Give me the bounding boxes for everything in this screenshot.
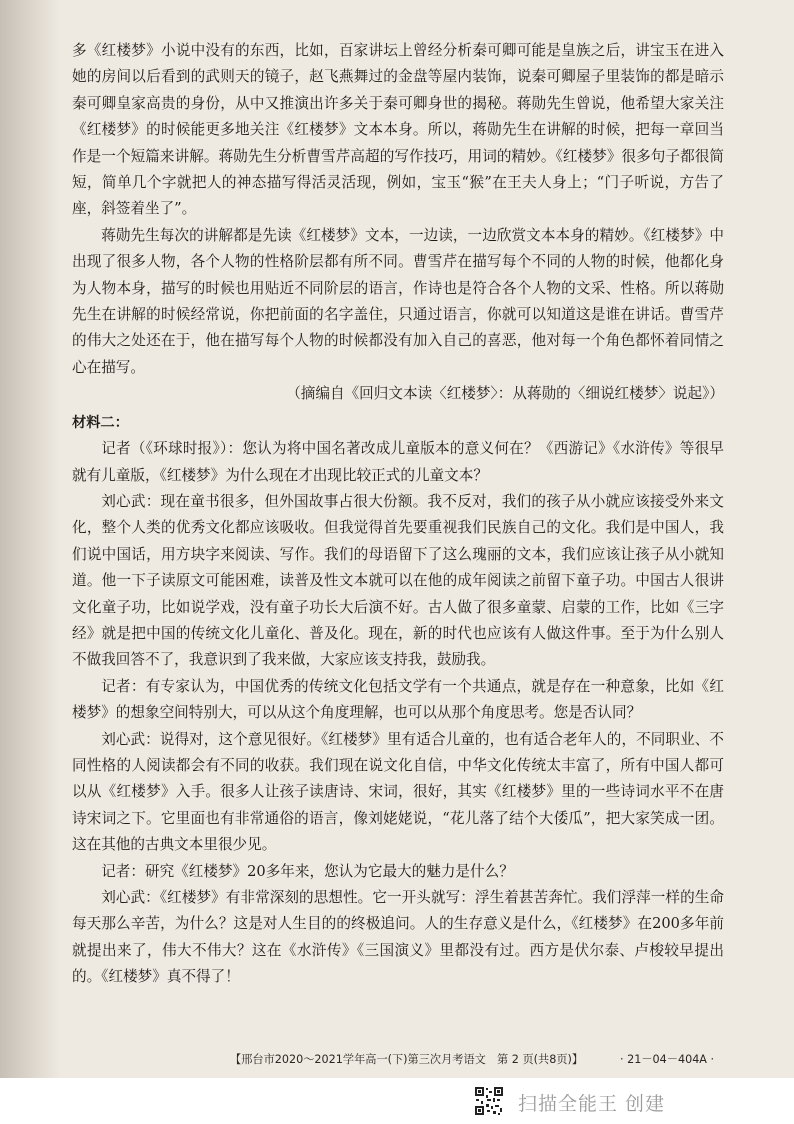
document-body [72,38,724,991]
interview-paragraph-1: 记者（《环球时报》）：您认为将中国名著改成儿童版本的意义何在？《西游记》《水浒传》等很早就有儿童版，《红楼梦》为什么现在才出现比较正式的儿童文本？ [72,440,724,484]
material1-source: （摘编自《回归文本读〈红楼梦〉：从蒋勋的〈细说红楼梦〉说起》） [286,385,724,403]
material2-heading: 材料二： [72,414,129,431]
footer-exam-info: 【邢台市2020～2021学年高一(下)第三次月考语文 第 2 页(共8页)】 [230,1053,584,1066]
interview-paragraph-5: 记者：研究《红楼梦》20多年来，您认为它最大的魅力是什么？ [101,862,514,880]
scan-shadow [0,0,60,1124]
interview-paragraph-3: 记者：有专家认为，中国优秀的传统文化包括文学有一个共通点，就是存在一种意象，比如《红楼梦》的想象空间特别大，可以从这个角度理解，也可以从那个角度思考。您是否认同？ [72,677,724,722]
material1-paragraph-1: 多《红楼梦》小说中没有的东西，比如，百家讲坛上曾经分析秦可卿可能是皇族之后，讲宝玉在进入她的房间以后看到的武则天的镜子，赵飞燕舞过的金盘等屋内装饰，说秦可卿屋子里装饰的都是暗示秦可卿皇家高贵的身份，从中又推演出许多关于秦可卿身世的揭秘。蒋勋先生曾说，他希望大家关注《红楼梦》的时候能更多地关注《红楼梦》文本本身。所以，蒋勋先生在讲解的时候，把每一章回当作是一个短篇来讲解。蒋勋先生分析曹雪芹高超的写作技巧，用词的精妙。《红楼梦》很多句子都很简短，简单几个字就把人的神态描写得活灵活现，例如，宝玉“猴”在王夫人身上；“门子听说，方告了座，斜签着坐了”。 [72,42,724,218]
interview-paragraph-2: 刘心武：现在童书很多，但外国故事占很大份额。我不反对，我们的孩子从小就应该接受外来文化，整个人类的优秀文化都应该吸收。但我觉得首先要重视我们民族自己的文化。我们是中国人，我们说中国话，用方块字来阅读、写作。我们的母语留下了这么瑰丽的文本，我们应该让孩子从小就知道。他一下子读原文可能困难，读普及性文本就可以在他的成年阅读之前留下童子功。中国古人很讲文化童子功，比如说学戏，没有童子功长大后演不好。古人做了很多童蒙、启蒙的工作，比如《三字经》就是把中国的传统文化儿童化、普及化。现在，新的时代也应该有人做这件事。至于为什么别人不做我回答不了，我意识到了我来做，大家应该支持我，鼓励我。 [72,492,724,669]
qr-code-icon [474,1086,504,1116]
interview-paragraph-4: 刘心武：说得对，这个意见很好。《红楼梦》里有适合儿童的，也有适合老年人的，不同职业、不同性格的人阅读都会有不同的收获。我们现在说文化自信，中华文化传统太丰富了，所有中国人都可以从《红楼梦》入手。很多人让孩子读唐诗、宋词，很好，其实《红楼梦》里的一些诗词水平不在唐诗宋词之下。它里面也有非常通俗的语言，像刘姥姥说，“花儿落了结个大倭瓜”，把大家笑成一团。这在其他的古典文本里很少见。 [72,730,724,854]
watermark-text: 扫描全能王 创建 [518,1093,666,1115]
footer-code: · 21－04－404A · [620,1053,715,1066]
scanner-watermark [0,1078,794,1124]
material1-paragraph-2: 蒋勋先生每次的讲解都是先读《红楼梦》文本，一边读，一边欣赏文本本身的精妙。《红楼梦》中出现了很多人物，各个人物的性格阶层都有所不同。曹雪芹在描写每个不同的人物的时候，他都化身为人物本身，描写的时候也用贴近不同阶层的语言，作诗也是符合各个人物的文采、性格。所以蒋勋先生在讲解的时候经常说，你把前面的名字盖住，只通过语言，你就可以知道这是谁在讲话。曹雪芹的伟大之处还在于，他在描写每个人物的时候都没有加入自己的喜恶，他对每一个角色都怀着同情之心在描写。 [72,226,724,376]
page-footer [0,1051,794,1071]
interview-paragraph-6: 刘心武：《红楼梦》有非常深刻的思想性。它一开头就写：浮生着甚苦奔忙。我们浮萍一样的生命每天那么辛苦，为什么？这是对人生目的的终极追问。人的生存意义是什么，《红楼梦》在200多年前就提出来了，伟大不伟大？这在《水浒传》《三国演义》里都没有过。西方是伏尔泰、卢梭较早提出的。《红楼梦》真不得了！ [72,889,724,986]
